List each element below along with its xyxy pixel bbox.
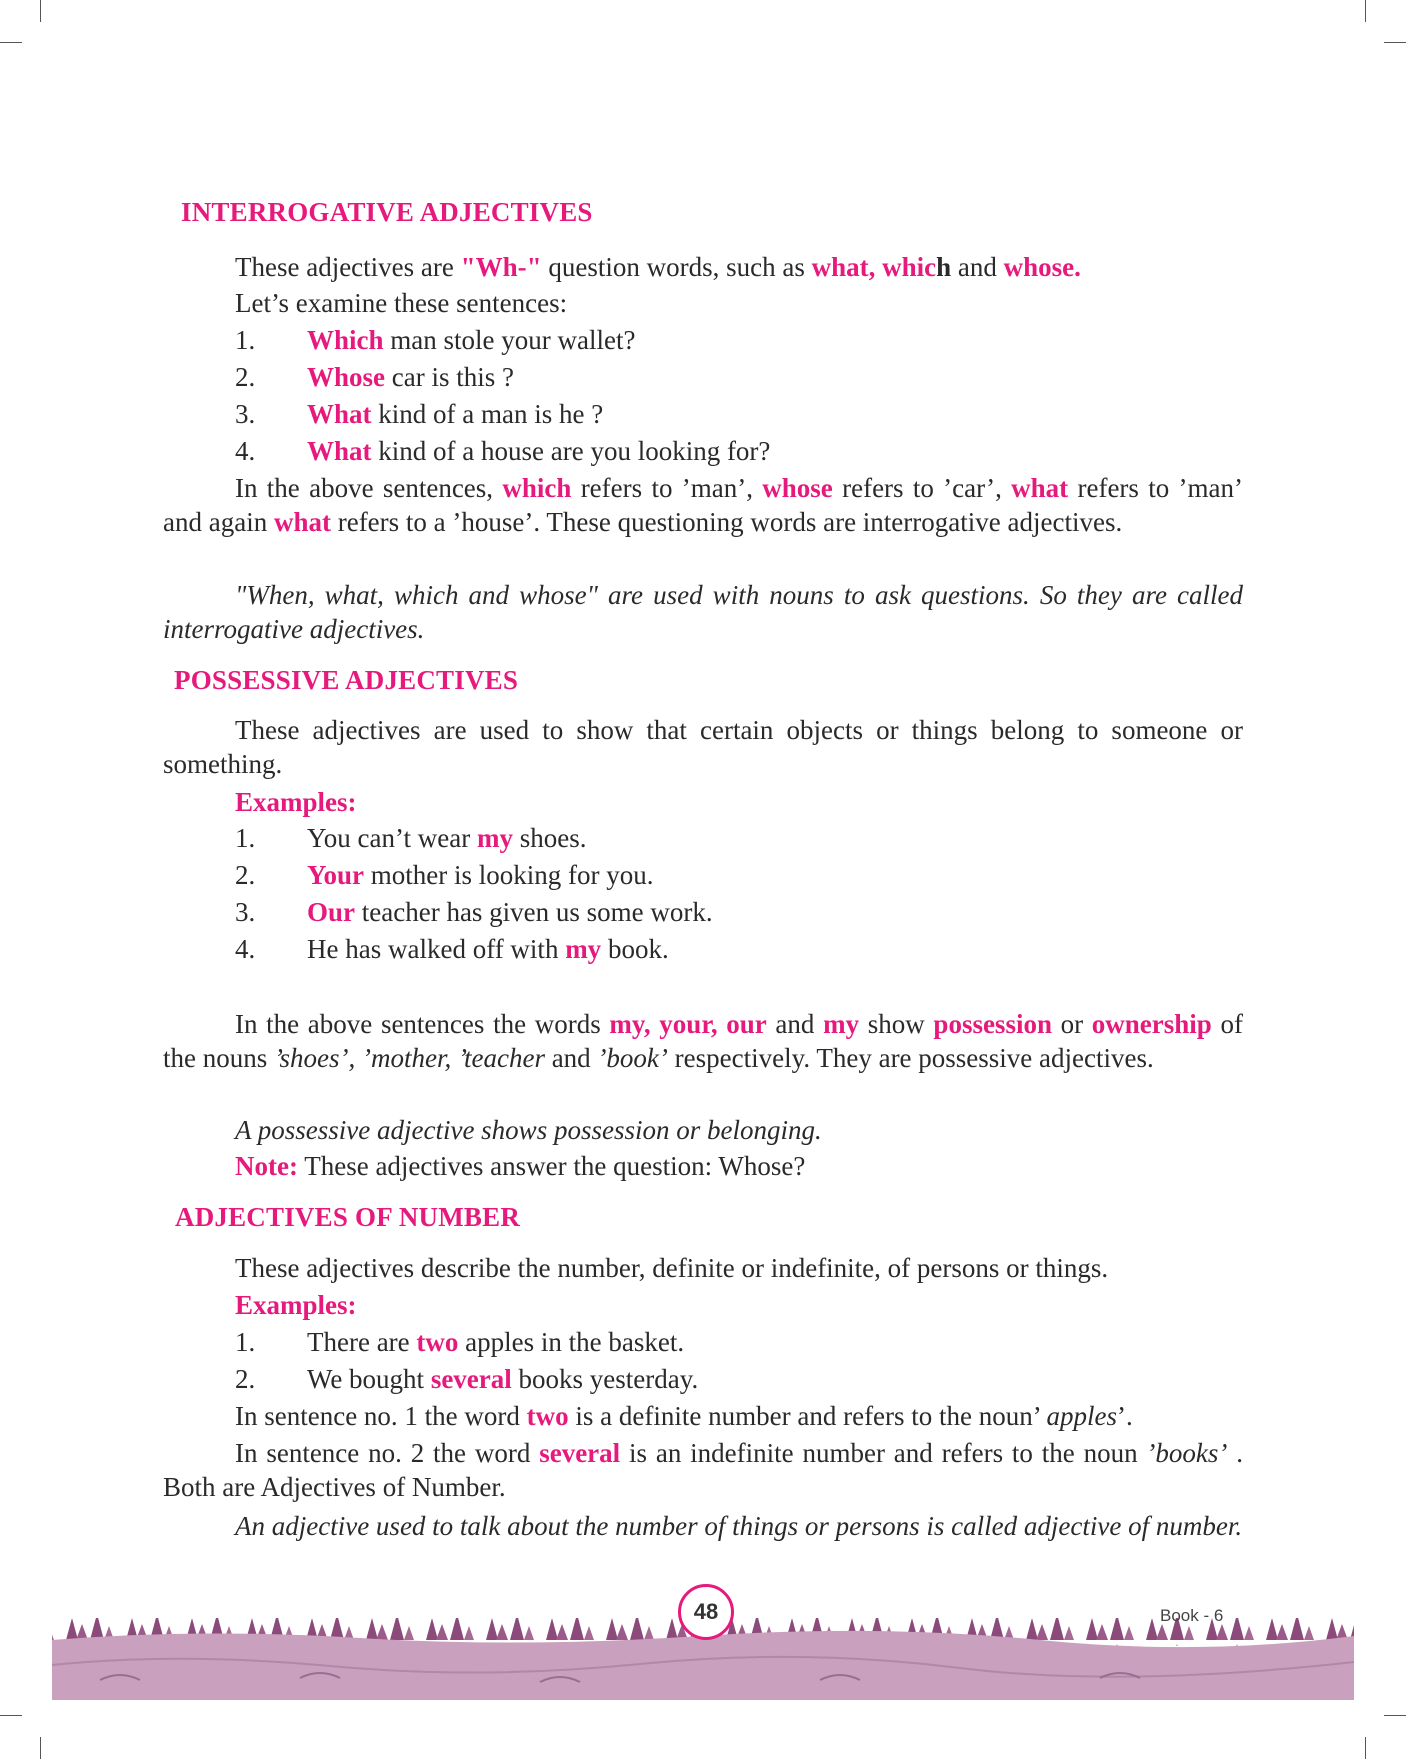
book-label: Book - 6 — [1160, 1606, 1224, 1625]
crop-mark — [40, 1737, 41, 1759]
possessive-definition: A possessive adjective shows possession or belonging. — [235, 1115, 822, 1145]
list-number: 4. — [235, 934, 256, 964]
list-number: 2. — [235, 1364, 256, 1394]
list-number: 1. — [235, 823, 256, 853]
examples-label: Examples: — [235, 1290, 357, 1320]
list-item: We bought several books yesterday. — [307, 1364, 699, 1394]
examples-label: Examples: — [235, 787, 357, 817]
number-definition: An adjective used to talk about the number of things or persons is called adjective of number. — [235, 1511, 1243, 1541]
possessive-note: Note: These adjectives answer the question: Whose? — [235, 1151, 806, 1181]
list-number: 2. — [235, 860, 256, 890]
number-intro: These adjectives describe the number, definite or indefinite, of persons or things. — [235, 1253, 1109, 1283]
interrogative-explanation: In the above sentences, which refers to ’man’, whose refers to ’car’, what refers to ’man’ and again what refers to a ’house’. These questioning words are interrogative adjectives. — [163, 473, 1243, 537]
crop-mark — [0, 1715, 22, 1716]
list-item: Your mother is looking for you. — [307, 860, 654, 890]
examine-line: Let’s examine these sentences: — [235, 288, 568, 318]
number-sentence-2: In sentence no. 2 the word several is an indefinite number and refers to the noun ’books’ . Both are Adjectives of Number. — [163, 1438, 1243, 1502]
crop-mark — [1365, 0, 1366, 22]
section-heading-number: ADJECTIVES OF NUMBER — [175, 1202, 521, 1232]
crop-mark — [1384, 42, 1406, 43]
list-item: What kind of a house are you looking for? — [307, 436, 771, 466]
list-item: He has walked off with my book. — [307, 934, 669, 964]
list-item: What kind of a man is he ? — [307, 399, 604, 429]
list-number: 4. — [235, 436, 256, 466]
crop-mark — [1384, 1715, 1406, 1716]
list-item: There are two apples in the basket. — [307, 1327, 685, 1357]
interrogative-definition: "When, what, which and whose" are used with nouns to ask questions. So they are called interrogative adjectives. — [163, 580, 1243, 644]
list-number: 1. — [235, 1327, 256, 1357]
number-sentence-1: In sentence no. 1 the word two is a definite number and refers to the noun’ apples’. — [235, 1401, 1133, 1431]
possessive-intro: These adjectives are used to show that certain objects or things belong to someone or something. — [163, 715, 1243, 779]
section-heading-possessive: POSSESSIVE ADJECTIVES — [174, 665, 519, 695]
list-item: Whose car is this ? — [307, 362, 514, 392]
list-item: You can’t wear my shoes. — [307, 823, 587, 853]
page-number: 48 — [678, 1584, 734, 1640]
list-number: 1. — [235, 325, 256, 355]
list-number: 2. — [235, 362, 256, 392]
section-heading-interrogative: INTERROGATIVE ADJECTIVES — [181, 197, 593, 227]
list-item: Which man stole your wallet? — [307, 325, 636, 355]
crop-mark — [40, 0, 41, 22]
list-number: 3. — [235, 399, 256, 429]
list-item: Our teacher has given us some work. — [307, 897, 713, 927]
possessive-explanation: In the above sentences the words my, your, our and my show possession or ownership of the nouns ’shoes’, ’mother, ’teacher and ’book’ respectively. They are possessive adjectives. — [163, 1009, 1243, 1073]
crop-mark — [1365, 1737, 1366, 1759]
crop-mark — [0, 42, 22, 43]
interrogative-intro: These adjectives are "Wh-" question words, such as what, which and whose. — [235, 252, 1081, 282]
list-number: 3. — [235, 897, 256, 927]
